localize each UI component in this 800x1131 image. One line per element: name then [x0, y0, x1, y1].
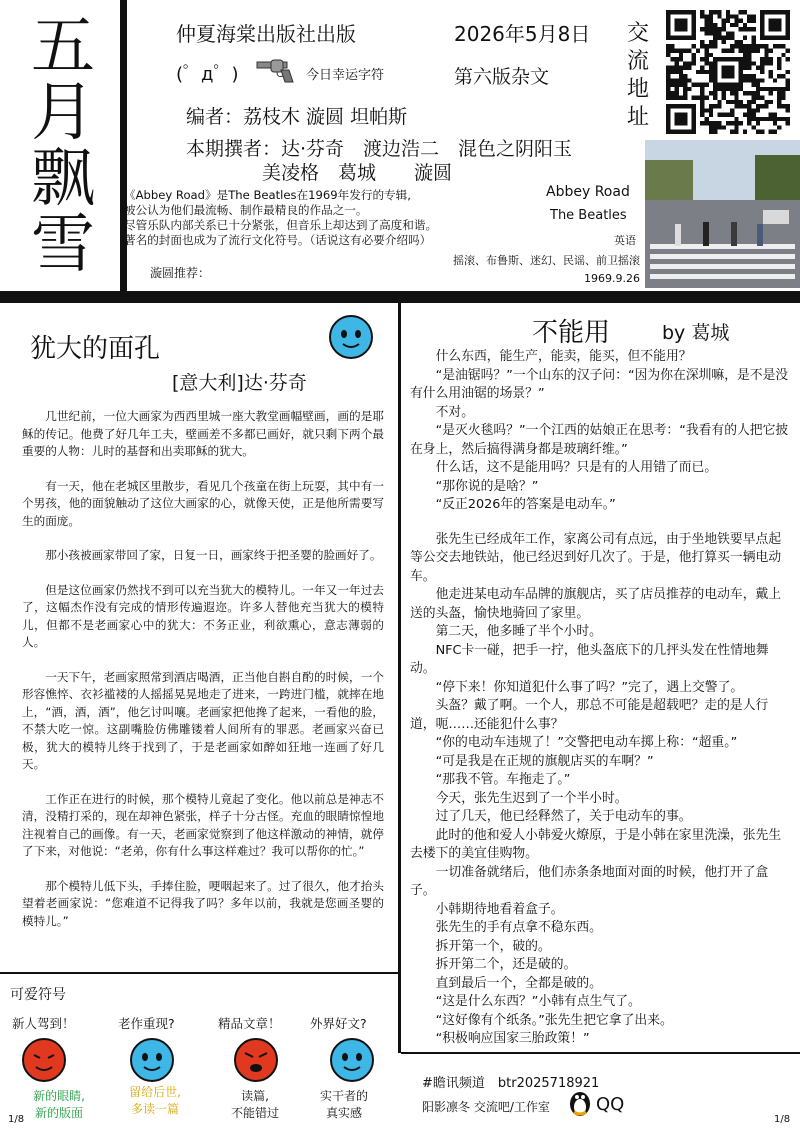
paragraph: “这好像有个纸条。”张先生把它拿了出来。	[435, 1012, 673, 1028]
album-cover-image	[645, 140, 800, 288]
paragraph: “那我不管。车拖走了。”	[435, 772, 571, 787]
album-introduction: 《Abbey Road》是The Beatles在1969年发行的专辑, 被公认为他们最流畅、制作最精良的作品之一。 尽管乐队内部关系已十分紧张，但音乐上却达到了高度和谐。 著名的封面也成为了流行文化符号。（话说这有必要介绍吗）	[124, 188, 438, 247]
channel-info: #瞻讯频道 btr2025718921	[422, 1076, 600, 1091]
lucky-label: 今日幸运字符	[306, 68, 385, 83]
sticker-label: 实干者的 真实感	[319, 1089, 368, 1120]
paragraph: 一切准备就绪后，他们赤条条地面对面的时候，他打开了盒子。	[410, 864, 769, 898]
paragraph: “反正2026年的答案是电动车。”	[435, 497, 616, 512]
paragraph: 拆开第二个，还是破的。	[435, 957, 577, 972]
album-genres: 摇滚、布鲁斯、迷幻、民谣、前卫摇滚	[453, 254, 640, 267]
paragraph: “停下来！你知道犯什么事了吗？”完了，遇上交警了。	[435, 679, 744, 695]
angry-smiley-icon	[232, 1036, 280, 1084]
album-language: 英语	[614, 234, 636, 247]
paragraph: NFC卡一碰，把手一拧，他头盔底下的几抨头发在性情地舞动。	[410, 642, 769, 676]
section-divider-bar	[0, 291, 800, 303]
contact-label: 交 流 地 址	[626, 21, 649, 130]
sticker-label: 新的眼睛, 新的版面	[33, 1089, 85, 1120]
blue-smiley-icon	[328, 1036, 376, 1084]
issue-date: 2026年5月8日	[454, 22, 591, 46]
sticker-label: 读篇, 不能错过	[230, 1089, 279, 1120]
paragraph: “你的电动车违规了！”交警把电动车掷上称：“超重。”	[435, 735, 738, 750]
article-title: 犹大的面孔	[30, 334, 161, 364]
contributors-line1: 本期撰者：达·芬奇 渡边浩二 混色之阴阳玉	[186, 138, 573, 160]
paragraph: “是灭火毯吗？”一个江西的姑娘正在思考：“我看有的人把它披在身上，然后搞得满身都是玻璃纤维。”	[410, 423, 789, 457]
qq-label: QQ	[596, 1094, 625, 1115]
paragraph: “这是什么东西？”小韩有点生气了。	[435, 994, 641, 1009]
album-artist: The Beatles	[550, 208, 627, 223]
paragraph: 直到最后一个，全都是破的。	[435, 975, 602, 991]
title-char: 飘	[31, 142, 95, 216]
sticker-divider	[0, 972, 398, 974]
magazine-title	[18, 10, 108, 282]
footer-divider	[401, 1052, 800, 1054]
paragraph: 什么东西，能生产，能卖，能买，但不能用？	[435, 349, 692, 364]
paragraph: 有一天，他在老城区里散步，看见几个孩童在街上玩耍，其中有一个男孩，他的面貌触动了这位大画家的心，就像天使，正是他所需要写生的面庞。	[22, 478, 384, 528]
page-number-left: 1/8	[8, 1114, 25, 1125]
studio-info: 阳影凛冬 交流吧/工作室	[422, 1100, 550, 1114]
blue-smiley-icon	[128, 1036, 176, 1084]
edition: 第六版杂文	[454, 66, 550, 88]
paragraph: 他走进某电动车品牌的旗舰店，买了店员推荐的电动车，戴上送的头盔，愉快地骑回了家里。	[410, 587, 782, 621]
paragraph: 第二天，他多睡了半个小时。	[435, 624, 602, 639]
title-char: 雪	[31, 208, 95, 282]
paragraph: 工作正在进行的时候，那个模特儿竟起了变化。他以前总是神志不清，没精打采的，现在却神色紧张，样子十分古怪。充血的眼睛惊惶地注视着自己的画像。有一天，老画家觉察到了他这样激动的神情，就停了下来，对他说：“老弟，你有什么事这样难过？我可以帮你的忙。”	[22, 791, 384, 858]
paragraph: 那个模特儿低下头，手捧住脸，哽咽起来了。过了很久，他才抬头望着老画家说：“您难道不记得我了吗？多年以前，我就是您画圣婴的模特儿。”	[22, 878, 384, 928]
revolver-icon	[255, 56, 295, 84]
paragraph: 此时的他和爱人小韩爱火燎原，于是小韩在家里洗澡，张先生去楼下的美宜佳购物。	[410, 827, 782, 861]
album-name: Abbey Road	[546, 184, 630, 200]
paragraph: 但是这位画家仍然找不到可以充当犹大的模特儿。一年又一年过去了，这幅杰作没有完成的情形传遍遐迩。许多人替他充当犹大的模特儿，但都不是老画家心中的犹大：不务正业，利欲熏心，意志薄弱的人。	[22, 582, 384, 649]
contributors-line2: 美凌格 葛城 漩圆	[262, 162, 453, 184]
editors: 编者：荔枝木 漩圆 坦帕斯	[186, 106, 408, 128]
paragraph: 张先生已经成年工作，家离公司有点远，由于坐地铁要早点起等公交去地铁站，他已经迟到好几次了。于是，他打算买一辆电动车。	[410, 531, 782, 584]
column-divider	[398, 303, 401, 1053]
paragraph: 什么话，这不是能用吗？只是有的人用错了而已。	[435, 460, 718, 475]
paragraph: “积极响应国家三胎政策！”	[435, 1031, 590, 1046]
story-body	[410, 348, 790, 1049]
article-author: [意大利]达·芬奇	[172, 372, 307, 394]
paragraph: “那你说的是啥？”	[435, 478, 539, 494]
qr-code-icon[interactable]	[666, 10, 790, 134]
sticker-heading: 老作重现?	[118, 1016, 175, 1031]
lucky-emoticon: (゜д゜)	[176, 64, 239, 85]
paragraph: 今天，张先生迟到了一个半小时。	[435, 790, 628, 806]
story-byline: by 葛城	[662, 322, 730, 344]
stickers-title: 可爱符号	[10, 987, 66, 1003]
paragraph: 张先生的手有点拿不稳东西。	[435, 920, 602, 935]
paragraph: 不对。	[435, 404, 474, 420]
sticker-label: 留给后世, 多读一篇	[129, 1085, 181, 1116]
album-release-date: 1969.9.26	[584, 272, 640, 285]
qq-penguin-icon	[566, 1088, 594, 1118]
paragraph: “可是我是在正规的旗舰店买的车啊？”	[435, 753, 654, 769]
blue-smiley-icon	[328, 314, 374, 360]
paragraph: 拆开第一个，破的。	[435, 938, 551, 954]
sticker-heading: 新人驾到！	[12, 1016, 75, 1031]
paragraph: 头盔？戴了啊。一个人，那总不可能是超载吧？走的是人行道，呃……还能犯什么事？	[410, 698, 769, 732]
title-char: 五	[31, 10, 95, 84]
paragraph: 那小孩被画家带回了家，日复一日，画家终于把圣婴的脸画好了。	[45, 548, 382, 562]
paragraph: “是油锯吗？”一个山东的汉子问：“因为你在深圳嘛，是不是没有什么用油锯的场景？”	[410, 367, 789, 401]
blank-line	[410, 515, 790, 531]
paragraph: 一天下午，老画家照常到酒店喝酒，正当他自斟自酌的时候，一个形容憔悴、衣衫褴褛的人摇摇晃晃地走了进来，一跨进门槛，就摔在地上，“酒，酒，酒”，他乞讨叫嚷。老画家把他搀了起来，一看他的脸，不禁大吃一惊。这副嘴脸仿佛雕镂着人间所有的罪恶。老画家兴奋已极，犹大的模特儿终于找到了，于是老画家如醉如狂地一连画了好几天。	[22, 669, 384, 771]
story-title: 不能用	[532, 318, 611, 348]
masthead-divider	[120, 0, 127, 292]
red-smiley-icon	[20, 1036, 68, 1084]
sticker-heading: 外界好文?	[310, 1016, 367, 1031]
title-char: 月	[31, 76, 95, 150]
paragraph: 过了几天，他已经释然了，关于电动车的事。	[435, 809, 692, 824]
page-number-right: 1/8	[774, 1114, 791, 1125]
paragraph: 小韩期待地看着盒子。	[435, 901, 564, 917]
publisher: 仲夏海棠出版社出版	[176, 22, 356, 46]
recommender: 漩圆推荐：	[150, 266, 211, 280]
sticker-heading: 精品文章！	[218, 1016, 281, 1031]
paragraph: 几世纪前，一位大画家为西西里城一座大教堂画幅壁画，画的是耶稣的传记。他费了好几年工夫，壁画差不多都已画好，就只剩下两个最重要的人物：儿时的基督和出卖耶稣的犹大。	[22, 409, 384, 458]
article-body	[22, 408, 384, 947]
